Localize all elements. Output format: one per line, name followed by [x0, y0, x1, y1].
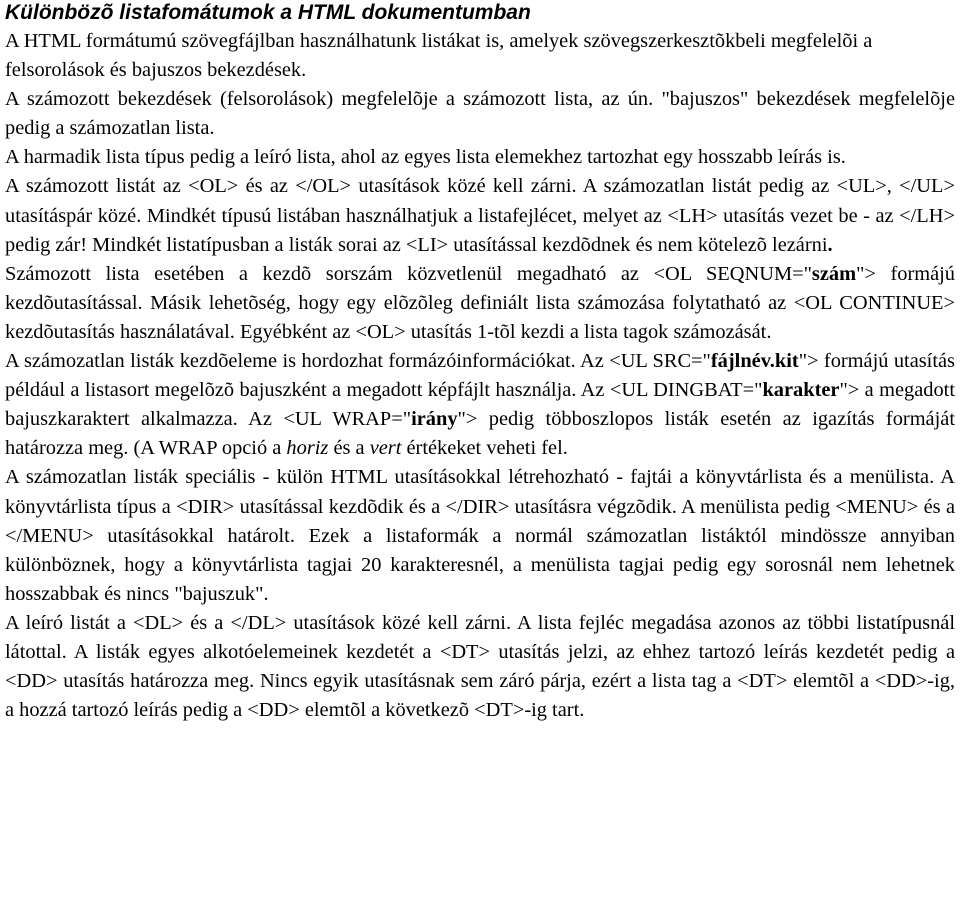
text-run: A számozatlan listák kezdõeleme is hordozhat formázóinformációkat. Az <UL SRC=" — [5, 350, 711, 373]
paragraph — [5, 85, 955, 143]
text-run: vert — [369, 437, 402, 460]
text-run: A HTML formátumú szövegfájlban használhatunk listákat is, amelyek szövegszerkesztõkbeli megfelelõi a felsorolások és bajuszos bekezdések. — [5, 30, 873, 82]
text-run: "> formájú utasítás például a listasort megelõzõ bajuszként a megadott képfájlt használja. Az <UL DINGBAT=" — [5, 350, 955, 402]
text-run: fájlnév.kit — [710, 350, 799, 373]
text-run: és a — [328, 437, 370, 460]
text-run: "> a megadott bajuszkaraktert alkalmazza. Az <UL WRAP=" — [5, 379, 956, 431]
text-run: értékeket veheti fel. — [401, 437, 568, 460]
text-run: "> pedig többoszlopos listák esetén az igazítás formáját határozza meg. (A WRAP opció a — [5, 408, 955, 460]
text-run: horiz — [286, 437, 329, 460]
text-run: A harmadik lista típus pedig a leíró lista, ahol az egyes lista elemekhez tartozhat egy hosszabb leírás is. — [5, 146, 846, 169]
text-run: irány — [411, 408, 458, 431]
text-run: A leíró listát a <DL> és a </DL> utasítások közé kell zárni. A lista fejléc megadása azonos az többi listatípusnál látottal. A listák egyes alkotóelemeinek kezdetét a <DT> utasítás jelzi, az ehhez tartozó leírás kezdetét pedig a <DD> utasítás határozza meg. Nincs egyik utasításnak sem záró párja, ezért a lista tag a <DT> elemtõl a <DD>-ig, a hozzá tartozó leírás pedig a <DD> elemtõl a következõ <DT>-ig tart. — [5, 611, 955, 722]
paragraph — [5, 463, 955, 608]
text-run: karakter — [762, 379, 840, 402]
paragraph — [5, 609, 955, 725]
text-run: A számozott bekezdések (felsorolások) megfelelõje a számozott lista, az ún. "bajuszos" bekezdések megfelelõje pedig a számozatlan lista. — [5, 88, 955, 140]
text-run: A számozott listát az <OL> és az </OL> utasítások közé kell zárni. A számozatlan listát pedig az <UL>, </UL> utasításpár közé. Mindkét típusú listában használhatjuk a listafejlécet, melyet az <LH> utasítás vezet be - az </LH> pedig zár! Mindkét listatípusban a listák sorai az <LI> utasítással kezdõdnek és nem kötelezõ lezárni — [5, 175, 955, 256]
text-run: A számozatlan listák speciális - külön HTML utasításokkal létrehozható - fajtái a könyvtárlista és a menülista. A könyvtárlista típus a <DIR> utasítással kezdõdik és a </DIR> utasításra végzõdik. A menülista pedig <MENU> és a </MENU> utasításokkal határolt. Ezek a listaformák a normál számozatlan listáktól mindössze annyiban különböznek, hogy a könyvtárlista tagjai 20 karakteresnél, a menülista tagjai pedig egy sorosnál nem lehetnek hosszabbak és nincs "bajuszuk". — [5, 466, 955, 605]
paragraph — [5, 27, 955, 85]
document-body — [5, 27, 955, 725]
paragraph — [5, 143, 955, 172]
paragraph — [5, 172, 955, 259]
paragraph — [5, 347, 955, 463]
paragraph — [5, 260, 955, 347]
text-run: szám — [811, 262, 857, 285]
text-run: Számozott lista esetében a kezdõ sorszám közvetlenül megadható az <OL SEQNUM=" — [5, 262, 812, 285]
text-run: . — [827, 233, 833, 256]
text-run: "> formájú kezdõutasítással. Másik lehetõség, hogy egy elõzõleg definiált lista számozása folytatható az <OL CONTINUE> kezdõutasítás használatával. Egyébként az <OL> utasítás 1-tõl kezdi a lista tagok számozását. — [5, 262, 956, 343]
document-page — [5, 0, 955, 725]
document-heading: Különbözõ listafomátumok a HTML dokumentumban — [5, 1, 531, 24]
